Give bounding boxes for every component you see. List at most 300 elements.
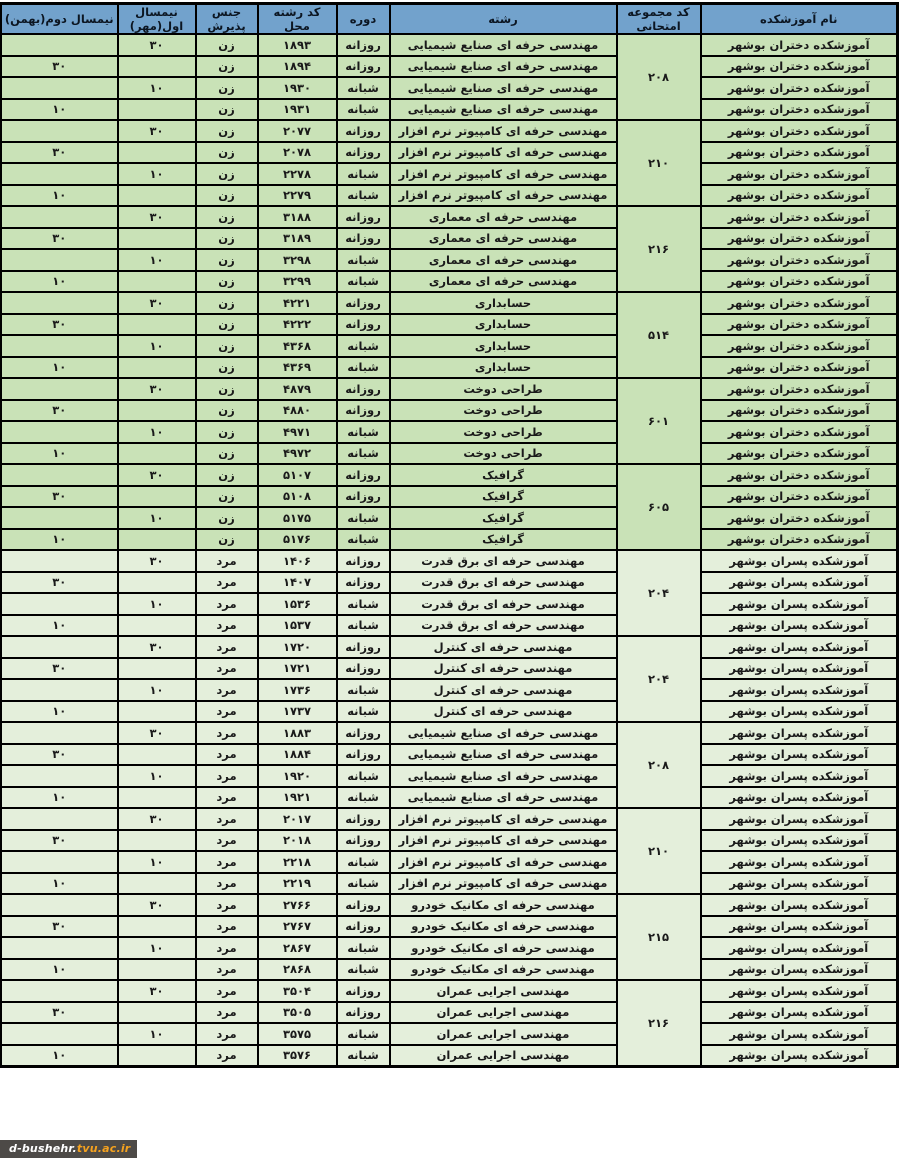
- period-cell: شبانه: [337, 421, 390, 443]
- semester1-capacity-cell: [118, 185, 196, 207]
- semester2-capacity-cell: [1, 421, 118, 443]
- location-code-cell: ۳۵۰۵: [258, 1002, 337, 1024]
- semester1-capacity-cell: ۳۰: [118, 206, 196, 228]
- school-name-cell: آموزشکده دختران بوشهر: [701, 400, 898, 422]
- period-cell: روزانه: [337, 56, 390, 78]
- exam-group-code-cell: ۵۱۴: [617, 292, 701, 378]
- major-cell: گرافیک: [390, 486, 617, 508]
- period-cell: روزانه: [337, 464, 390, 486]
- major-cell: مهندسی حرفه ای کامپیوتر نرم افزار: [390, 873, 617, 895]
- period-cell: روزانه: [337, 34, 390, 56]
- semester2-capacity-cell: [1, 464, 118, 486]
- semester2-capacity-cell: [1, 163, 118, 185]
- table-row: [1, 1045, 898, 1067]
- table-row: [1, 507, 898, 529]
- location-code-cell: ۱۴۰۷: [258, 572, 337, 594]
- semester2-capacity-cell: ۱۰: [1, 615, 118, 637]
- location-code-cell: ۲۲۷۸: [258, 163, 337, 185]
- gender-cell: زن: [196, 77, 258, 99]
- gender-cell: زن: [196, 228, 258, 250]
- semester2-capacity-cell: [1, 894, 118, 916]
- school-name-cell: آموزشکده دختران بوشهر: [701, 249, 898, 271]
- gender-cell: مرد: [196, 1002, 258, 1024]
- major-cell: مهندسی حرفه ای کامپیوتر نرم افزار: [390, 808, 617, 830]
- period-cell: شبانه: [337, 443, 390, 465]
- gender-cell: زن: [196, 56, 258, 78]
- location-code-cell: ۴۸۸۰: [258, 400, 337, 422]
- gender-cell: مرد: [196, 550, 258, 572]
- table-row: [1, 529, 898, 551]
- semester2-capacity-cell: ۱۰: [1, 99, 118, 121]
- semester2-capacity-cell: ۱۰: [1, 873, 118, 895]
- school-name-cell: آموزشکده پسران بوشهر: [701, 572, 898, 594]
- semester2-capacity-cell: ۳۰: [1, 400, 118, 422]
- exam-group-code-cell: ۲۰۸: [617, 34, 701, 120]
- major-cell: مهندسی حرفه ای مکانیک خودرو: [390, 959, 617, 981]
- semester2-capacity-cell: [1, 292, 118, 314]
- location-code-cell: ۱۵۳۷: [258, 615, 337, 637]
- period-cell: شبانه: [337, 185, 390, 207]
- table-row: [1, 980, 898, 1002]
- location-code-cell: ۱۸۸۴: [258, 744, 337, 766]
- major-cell: مهندسی حرفه ای برق قدرت: [390, 550, 617, 572]
- exam-group-code-cell: ۲۱۰: [617, 808, 701, 894]
- location-code-cell: ۲۷۶۶: [258, 894, 337, 916]
- gender-cell: زن: [196, 34, 258, 56]
- gender-cell: زن: [196, 99, 258, 121]
- period-cell: شبانه: [337, 335, 390, 357]
- period-cell: شبانه: [337, 99, 390, 121]
- gender-cell: زن: [196, 335, 258, 357]
- location-code-cell: ۱۸۹۳: [258, 34, 337, 56]
- semester1-capacity-cell: ۱۰: [118, 593, 196, 615]
- major-cell: طراحی دوخت: [390, 378, 617, 400]
- period-cell: روزانه: [337, 120, 390, 142]
- semester1-capacity-cell: ۳۰: [118, 120, 196, 142]
- school-name-cell: آموزشکده دختران بوشهر: [701, 77, 898, 99]
- major-cell: مهندسی حرفه ای کنترل: [390, 701, 617, 723]
- major-cell: حسابداری: [390, 357, 617, 379]
- gender-cell: زن: [196, 292, 258, 314]
- col-header-semester1: نیمسال اول(مهر): [118, 4, 196, 35]
- school-name-cell: آموزشکده پسران بوشهر: [701, 959, 898, 981]
- semester2-capacity-cell: ۳۰: [1, 658, 118, 680]
- period-cell: شبانه: [337, 937, 390, 959]
- school-name-cell: آموزشکده دختران بوشهر: [701, 142, 898, 164]
- school-name-cell: آموزشکده پسران بوشهر: [701, 873, 898, 895]
- school-name-cell: آموزشکده پسران بوشهر: [701, 550, 898, 572]
- semester1-capacity-cell: [118, 1002, 196, 1024]
- major-cell: حسابداری: [390, 292, 617, 314]
- semester1-capacity-cell: ۳۰: [118, 292, 196, 314]
- semester2-capacity-cell: [1, 1023, 118, 1045]
- semester1-capacity-cell: [118, 615, 196, 637]
- location-code-cell: ۴۹۷۱: [258, 421, 337, 443]
- gender-cell: زن: [196, 357, 258, 379]
- table-row: [1, 400, 898, 422]
- major-cell: مهندسی حرفه ای مکانیک خودرو: [390, 894, 617, 916]
- school-name-cell: آموزشکده دختران بوشهر: [701, 56, 898, 78]
- semester2-capacity-cell: [1, 808, 118, 830]
- school-name-cell: آموزشکده پسران بوشهر: [701, 851, 898, 873]
- semester1-capacity-cell: [118, 357, 196, 379]
- school-name-cell: آموزشکده پسران بوشهر: [701, 679, 898, 701]
- col-header-school-name: نام آموزشکده: [701, 4, 898, 35]
- period-cell: روزانه: [337, 314, 390, 336]
- exam-group-code-cell: ۲۱۰: [617, 120, 701, 206]
- semester2-capacity-cell: [1, 980, 118, 1002]
- gender-cell: مرد: [196, 830, 258, 852]
- table-row: [1, 851, 898, 873]
- major-cell: مهندسی حرفه ای صنایع شیمیایی: [390, 744, 617, 766]
- semester1-capacity-cell: [118, 787, 196, 809]
- school-name-cell: آموزشکده دختران بوشهر: [701, 357, 898, 379]
- major-cell: مهندسی حرفه ای کنترل: [390, 658, 617, 680]
- period-cell: روزانه: [337, 830, 390, 852]
- table-row: [1, 421, 898, 443]
- col-header-major: رشته: [390, 4, 617, 35]
- school-name-cell: آموزشکده دختران بوشهر: [701, 228, 898, 250]
- semester1-capacity-cell: ۱۰: [118, 765, 196, 787]
- major-cell: مهندسی حرفه ای برق قدرت: [390, 593, 617, 615]
- semester1-capacity-cell: [118, 1045, 196, 1067]
- period-cell: روزانه: [337, 1002, 390, 1024]
- exam-group-code-cell: ۶۰۱: [617, 378, 701, 464]
- major-cell: مهندسی حرفه ای کامپیوتر نرم افزار: [390, 185, 617, 207]
- period-cell: روزانه: [337, 142, 390, 164]
- gender-cell: زن: [196, 163, 258, 185]
- period-cell: شبانه: [337, 787, 390, 809]
- exam-group-code-cell: ۲۱۶: [617, 206, 701, 292]
- location-code-cell: ۱۷۳۷: [258, 701, 337, 723]
- gender-cell: مرد: [196, 1023, 258, 1045]
- location-code-cell: ۱۹۳۰: [258, 77, 337, 99]
- school-name-cell: آموزشکده پسران بوشهر: [701, 894, 898, 916]
- location-code-cell: ۳۲۹۸: [258, 249, 337, 271]
- semester2-capacity-cell: ۱۰: [1, 357, 118, 379]
- location-code-cell: ۲۰۱۷: [258, 808, 337, 830]
- school-name-cell: آموزشکده دختران بوشهر: [701, 99, 898, 121]
- school-name-cell: آموزشکده پسران بوشهر: [701, 765, 898, 787]
- period-cell: شبانه: [337, 701, 390, 723]
- major-cell: طراحی دوخت: [390, 400, 617, 422]
- semester2-capacity-cell: [1, 722, 118, 744]
- period-cell: شبانه: [337, 357, 390, 379]
- gender-cell: مرد: [196, 1045, 258, 1067]
- location-code-cell: ۴۳۶۹: [258, 357, 337, 379]
- period-cell: روزانه: [337, 400, 390, 422]
- period-cell: روزانه: [337, 206, 390, 228]
- location-code-cell: ۵۱۰۷: [258, 464, 337, 486]
- major-cell: حسابداری: [390, 314, 617, 336]
- col-header-location-code: کد رشته محل: [258, 4, 337, 35]
- location-code-cell: ۱۹۲۱: [258, 787, 337, 809]
- table-row: [1, 873, 898, 895]
- location-code-cell: ۴۸۷۹: [258, 378, 337, 400]
- school-name-cell: آموزشکده پسران بوشهر: [701, 808, 898, 830]
- school-name-cell: آموزشکده پسران بوشهر: [701, 787, 898, 809]
- school-name-cell: آموزشکده پسران بوشهر: [701, 593, 898, 615]
- gender-cell: زن: [196, 443, 258, 465]
- location-code-cell: ۴۳۶۸: [258, 335, 337, 357]
- table-row: [1, 77, 898, 99]
- school-name-cell: آموزشکده پسران بوشهر: [701, 1002, 898, 1024]
- location-code-cell: ۴۹۷۲: [258, 443, 337, 465]
- semester2-capacity-cell: ۳۰: [1, 486, 118, 508]
- major-cell: مهندسی حرفه ای صنایع شیمیایی: [390, 765, 617, 787]
- period-cell: شبانه: [337, 593, 390, 615]
- period-cell: روزانه: [337, 636, 390, 658]
- semester1-capacity-cell: ۱۰: [118, 421, 196, 443]
- location-code-cell: ۵۱۰۸: [258, 486, 337, 508]
- period-cell: روزانه: [337, 744, 390, 766]
- gender-cell: مرد: [196, 808, 258, 830]
- table-body: [1, 34, 898, 1067]
- major-cell: مهندسی اجرایی عمران: [390, 1045, 617, 1067]
- major-cell: مهندسی حرفه ای کامپیوتر نرم افزار: [390, 120, 617, 142]
- table-row: [1, 744, 898, 766]
- semester1-capacity-cell: [118, 142, 196, 164]
- gender-cell: زن: [196, 486, 258, 508]
- location-code-cell: ۱۸۹۴: [258, 56, 337, 78]
- gender-cell: مرد: [196, 765, 258, 787]
- table-row: [1, 894, 898, 916]
- semester2-capacity-cell: ۳۰: [1, 56, 118, 78]
- table-row: [1, 228, 898, 250]
- semester1-capacity-cell: ۱۰: [118, 163, 196, 185]
- exam-group-code-cell: ۲۰۸: [617, 722, 701, 808]
- semester2-capacity-cell: [1, 765, 118, 787]
- gender-cell: زن: [196, 142, 258, 164]
- semester2-capacity-cell: [1, 378, 118, 400]
- school-name-cell: آموزشکده دختران بوشهر: [701, 120, 898, 142]
- semester1-capacity-cell: ۳۰: [118, 550, 196, 572]
- major-cell: مهندسی حرفه ای کنترل: [390, 636, 617, 658]
- semester2-capacity-cell: [1, 593, 118, 615]
- semester1-capacity-cell: ۱۰: [118, 77, 196, 99]
- semester1-capacity-cell: [118, 99, 196, 121]
- location-code-cell: ۲۲۷۹: [258, 185, 337, 207]
- semester2-capacity-cell: [1, 550, 118, 572]
- major-cell: مهندسی حرفه ای صنایع شیمیایی: [390, 56, 617, 78]
- gender-cell: زن: [196, 464, 258, 486]
- semester1-capacity-cell: ۳۰: [118, 722, 196, 744]
- period-cell: شبانه: [337, 873, 390, 895]
- location-code-cell: ۱۹۲۰: [258, 765, 337, 787]
- site-url-suffix: tvu.ac.ir: [76, 1142, 131, 1155]
- period-cell: روزانه: [337, 486, 390, 508]
- major-cell: طراحی دوخت: [390, 421, 617, 443]
- col-header-period: دوره: [337, 4, 390, 35]
- period-cell: شبانه: [337, 271, 390, 293]
- location-code-cell: ۲۸۶۷: [258, 937, 337, 959]
- major-cell: مهندسی حرفه ای کامپیوتر نرم افزار: [390, 851, 617, 873]
- semester2-capacity-cell: [1, 636, 118, 658]
- semester1-capacity-cell: [118, 486, 196, 508]
- semester1-capacity-cell: ۱۰: [118, 851, 196, 873]
- exam-group-code-cell: ۲۱۵: [617, 894, 701, 980]
- major-cell: مهندسی اجرایی عمران: [390, 1023, 617, 1045]
- period-cell: شبانه: [337, 959, 390, 981]
- header-row: [1, 4, 898, 35]
- major-cell: مهندسی حرفه ای معماری: [390, 228, 617, 250]
- semester1-capacity-cell: [118, 658, 196, 680]
- semester2-capacity-cell: ۱۰: [1, 1045, 118, 1067]
- major-cell: مهندسی حرفه ای مکانیک خودرو: [390, 937, 617, 959]
- school-name-cell: آموزشکده دختران بوشهر: [701, 464, 898, 486]
- semester1-capacity-cell: [118, 529, 196, 551]
- location-code-cell: ۱۸۸۳: [258, 722, 337, 744]
- location-code-cell: ۲۸۶۸: [258, 959, 337, 981]
- table-row: [1, 787, 898, 809]
- table-row: [1, 292, 898, 314]
- school-name-cell: آموزشکده پسران بوشهر: [701, 722, 898, 744]
- exam-group-code-cell: ۶۰۵: [617, 464, 701, 550]
- table-row: [1, 959, 898, 981]
- period-cell: شبانه: [337, 1023, 390, 1045]
- table-row: [1, 679, 898, 701]
- table-row: [1, 99, 898, 121]
- school-name-cell: آموزشکده دختران بوشهر: [701, 486, 898, 508]
- period-cell: روزانه: [337, 572, 390, 594]
- semester2-capacity-cell: [1, 335, 118, 357]
- col-header-gender: جنس پذیرش: [196, 4, 258, 35]
- location-code-cell: ۴۲۲۱: [258, 292, 337, 314]
- gender-cell: زن: [196, 378, 258, 400]
- semester1-capacity-cell: ۳۰: [118, 378, 196, 400]
- period-cell: روزانه: [337, 980, 390, 1002]
- school-name-cell: آموزشکده دختران بوشهر: [701, 314, 898, 336]
- table-header: [1, 4, 898, 35]
- major-cell: مهندسی حرفه ای کامپیوتر نرم افزار: [390, 830, 617, 852]
- school-name-cell: آموزشکده پسران بوشهر: [701, 1023, 898, 1045]
- table-row: [1, 335, 898, 357]
- period-cell: شبانه: [337, 249, 390, 271]
- semester2-capacity-cell: ۳۰: [1, 744, 118, 766]
- major-cell: مهندسی حرفه ای صنایع شیمیایی: [390, 99, 617, 121]
- period-cell: شبانه: [337, 615, 390, 637]
- table-row: [1, 443, 898, 465]
- major-cell: مهندسی حرفه ای صنایع شیمیایی: [390, 787, 617, 809]
- site-url-prefix: d-bushehr.: [9, 1142, 77, 1155]
- gender-cell: مرد: [196, 959, 258, 981]
- location-code-cell: ۱۷۲۱: [258, 658, 337, 680]
- gender-cell: مرد: [196, 615, 258, 637]
- location-code-cell: ۳۵۷۵: [258, 1023, 337, 1045]
- table-row: [1, 357, 898, 379]
- semester1-capacity-cell: [118, 314, 196, 336]
- table-row: [1, 593, 898, 615]
- gender-cell: زن: [196, 185, 258, 207]
- period-cell: روزانه: [337, 722, 390, 744]
- gender-cell: مرد: [196, 744, 258, 766]
- school-name-cell: آموزشکده دختران بوشهر: [701, 378, 898, 400]
- school-name-cell: آموزشکده پسران بوشهر: [701, 658, 898, 680]
- period-cell: روزانه: [337, 916, 390, 938]
- semester2-capacity-cell: ۳۰: [1, 1002, 118, 1024]
- semester1-capacity-cell: ۱۰: [118, 679, 196, 701]
- location-code-cell: ۲۰۱۸: [258, 830, 337, 852]
- major-cell: مهندسی حرفه ای کامپیوتر نرم افزار: [390, 163, 617, 185]
- school-name-cell: آموزشکده دختران بوشهر: [701, 206, 898, 228]
- major-cell: مهندسی اجرایی عمران: [390, 980, 617, 1002]
- gender-cell: زن: [196, 120, 258, 142]
- semester2-capacity-cell: ۱۰: [1, 529, 118, 551]
- table-row: [1, 615, 898, 637]
- location-code-cell: ۵۱۷۵: [258, 507, 337, 529]
- location-code-cell: ۲۰۷۷: [258, 120, 337, 142]
- period-cell: شبانه: [337, 163, 390, 185]
- gender-cell: مرد: [196, 787, 258, 809]
- location-code-cell: ۱۷۲۰: [258, 636, 337, 658]
- table-row: [1, 120, 898, 142]
- semester2-capacity-cell: [1, 937, 118, 959]
- location-code-cell: ۲۲۱۹: [258, 873, 337, 895]
- table-row: [1, 572, 898, 594]
- semester2-capacity-cell: ۳۰: [1, 916, 118, 938]
- gender-cell: مرد: [196, 658, 258, 680]
- period-cell: روزانه: [337, 894, 390, 916]
- semester1-capacity-cell: ۱۰: [118, 507, 196, 529]
- semester1-capacity-cell: ۱۰: [118, 249, 196, 271]
- gender-cell: مرد: [196, 894, 258, 916]
- location-code-cell: ۳۱۸۸: [258, 206, 337, 228]
- gender-cell: زن: [196, 206, 258, 228]
- school-name-cell: آموزشکده دختران بوشهر: [701, 529, 898, 551]
- table-row: [1, 1023, 898, 1045]
- table-row: [1, 658, 898, 680]
- table-row: [1, 56, 898, 78]
- major-cell: مهندسی حرفه ای معماری: [390, 206, 617, 228]
- location-code-cell: ۱۷۳۶: [258, 679, 337, 701]
- major-cell: گرافیک: [390, 507, 617, 529]
- semester2-capacity-cell: [1, 679, 118, 701]
- period-cell: روزانه: [337, 658, 390, 680]
- table-row: [1, 142, 898, 164]
- school-name-cell: آموزشکده دختران بوشهر: [701, 421, 898, 443]
- major-cell: گرافیک: [390, 464, 617, 486]
- semester2-capacity-cell: [1, 120, 118, 142]
- location-code-cell: ۵۱۷۶: [258, 529, 337, 551]
- school-name-cell: آموزشکده پسران بوشهر: [701, 1045, 898, 1067]
- major-cell: مهندسی حرفه ای صنایع شیمیایی: [390, 77, 617, 99]
- semester1-capacity-cell: [118, 830, 196, 852]
- school-name-cell: آموزشکده پسران بوشهر: [701, 615, 898, 637]
- gender-cell: مرد: [196, 701, 258, 723]
- major-cell: طراحی دوخت: [390, 443, 617, 465]
- semester1-capacity-cell: ۳۰: [118, 808, 196, 830]
- gender-cell: زن: [196, 314, 258, 336]
- major-cell: مهندسی اجرایی عمران: [390, 1002, 617, 1024]
- semester2-capacity-cell: [1, 34, 118, 56]
- semester2-capacity-cell: ۳۰: [1, 572, 118, 594]
- semester1-capacity-cell: [118, 744, 196, 766]
- gender-cell: مرد: [196, 679, 258, 701]
- table-row: [1, 636, 898, 658]
- school-name-cell: آموزشکده دختران بوشهر: [701, 507, 898, 529]
- semester1-capacity-cell: ۳۰: [118, 34, 196, 56]
- gender-cell: مرد: [196, 593, 258, 615]
- gender-cell: مرد: [196, 572, 258, 594]
- semester2-capacity-cell: ۱۰: [1, 185, 118, 207]
- period-cell: روزانه: [337, 228, 390, 250]
- location-code-cell: ۳۵۷۶: [258, 1045, 337, 1067]
- table-row: [1, 163, 898, 185]
- gender-cell: زن: [196, 400, 258, 422]
- semester1-capacity-cell: ۱۰: [118, 335, 196, 357]
- semester2-capacity-cell: ۳۰: [1, 228, 118, 250]
- school-name-cell: آموزشکده پسران بوشهر: [701, 916, 898, 938]
